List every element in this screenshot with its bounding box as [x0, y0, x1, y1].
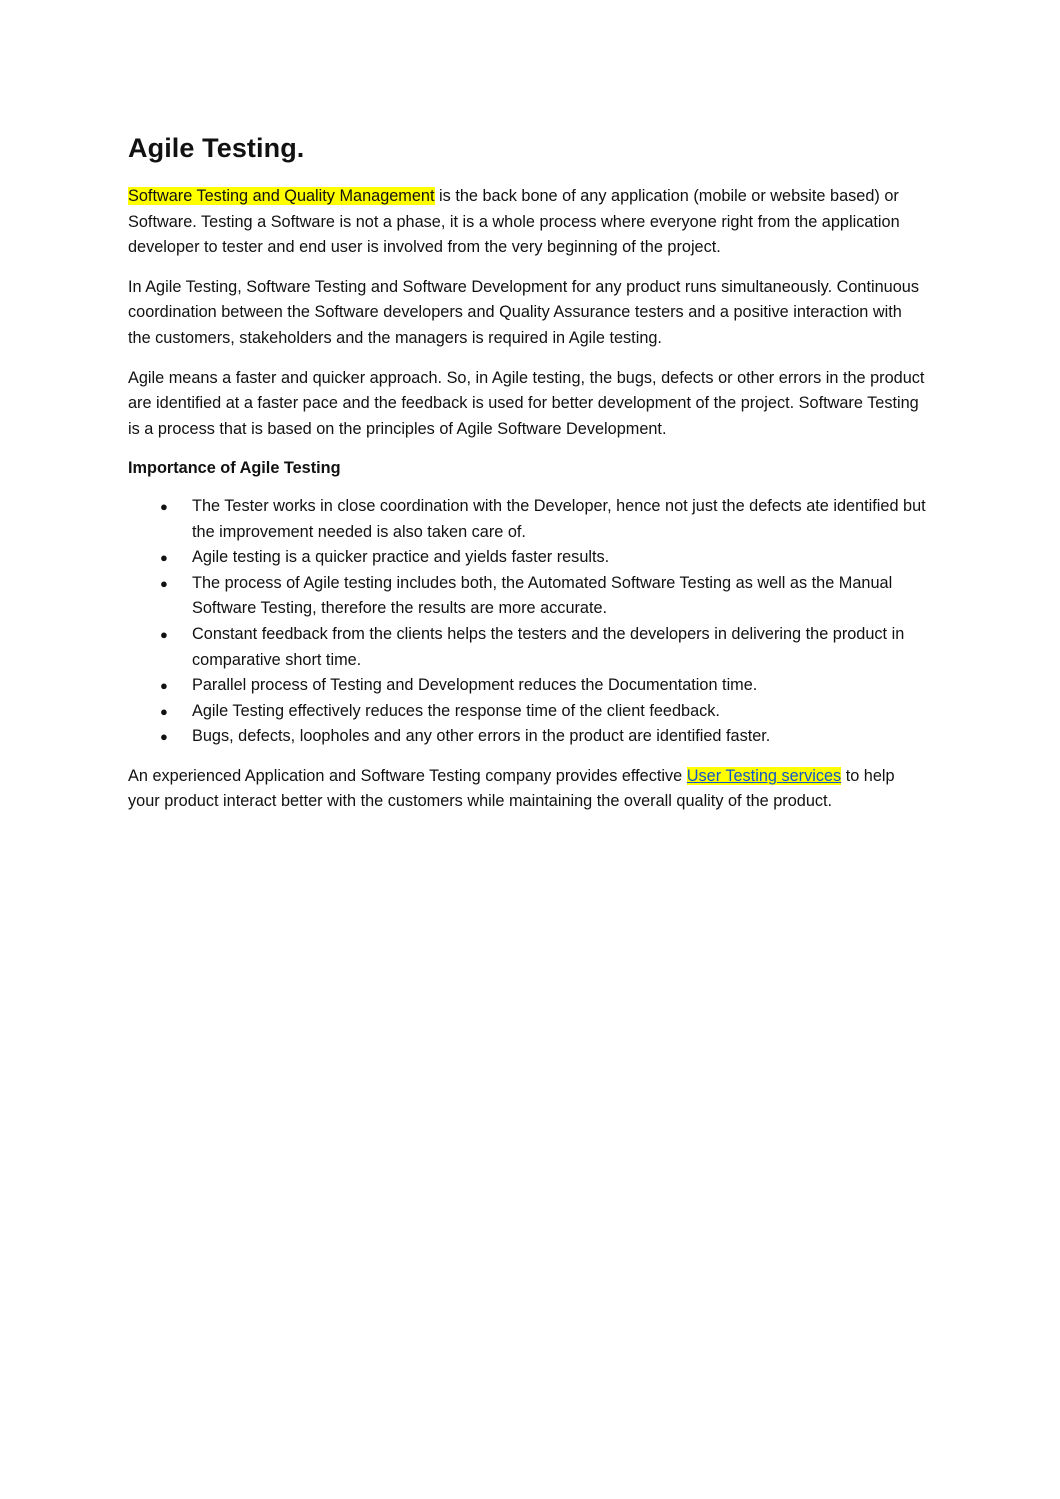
- list-item-text: Bugs, defects, loopholes and any other errors in the product are identified faster.: [192, 727, 771, 746]
- paragraph-agile-means: Agile means a faster and quicker approach. So, in Agile testing, the bugs, defects or other errors in the product are identified at a faster pace and the feedback is used for better development of the project. Software Testing is a process that is based on the principles of Agile Software Development.: [128, 368, 925, 438]
- bullet-icon: ●: [160, 550, 168, 566]
- intro-text: is the back bone of any application (mobile or website based) or Software. Testing a Software is not a phase, it is a whole process where everyone right from the application developer to tester and end user is involved from the very beginning of the project.: [128, 187, 900, 257]
- user-testing-services-link[interactable]: User Testing services: [686, 766, 842, 785]
- closing-text-before: An experienced Application and Software Testing company provides effective: [128, 766, 687, 785]
- bullet-icon: ●: [160, 678, 168, 694]
- list-item: [128, 724, 928, 750]
- bullet-list: [128, 494, 928, 750]
- list-item-text: The Tester works in close coordination with the Developer, hence not just the defects ate identified but the improvement needed is also taken care of.: [192, 496, 926, 541]
- list-item-text: The process of Agile testing includes both, the Automated Software Testing as well as the Manual Software Testing, therefore the results are more accurate.: [192, 573, 893, 618]
- bullet-icon: ●: [160, 703, 168, 719]
- list-item-text: Agile testing is a quicker practice and yields faster results.: [192, 548, 610, 567]
- list-item: [128, 545, 928, 571]
- section-heading: Importance of Agile Testing: [128, 459, 341, 478]
- document-page: [128, 128, 928, 829]
- closing-text-after: to help your product interact better with the customers while maintaining the overall quality of the product.: [128, 766, 895, 811]
- bullet-icon: ●: [160, 626, 168, 642]
- list-item: [128, 673, 928, 699]
- list-item-text: Agile Testing effectively reduces the response time of the client feedback.: [192, 701, 720, 720]
- closing-paragraph: [128, 764, 928, 815]
- bullet-icon: ●: [160, 729, 168, 745]
- paragraph-agile-testing: In Agile Testing, Software Testing and Software Development for any product runs simultaneously. Continuous coordination between the Software developers and Quality Assurance testers and a positive interaction with the customers, stakeholders and the managers is required in Agile testing.: [128, 277, 919, 347]
- list-item: [128, 494, 928, 545]
- bullet-icon: ●: [160, 575, 168, 591]
- bullet-icon: ●: [160, 498, 168, 514]
- list-item-text: Constant feedback from the clients helps the testers and the developers in delivering the product in comparative short time.: [192, 624, 905, 669]
- list-item: [128, 622, 928, 673]
- list-item: [128, 699, 928, 725]
- page-title: Agile Testing.: [128, 133, 305, 163]
- intro-paragraph: [128, 184, 928, 261]
- highlighted-text: Software Testing and Quality Management: [128, 187, 435, 205]
- list-item-text: Parallel process of Testing and Development reduces the Documentation time.: [192, 676, 758, 695]
- list-item: [128, 571, 928, 622]
